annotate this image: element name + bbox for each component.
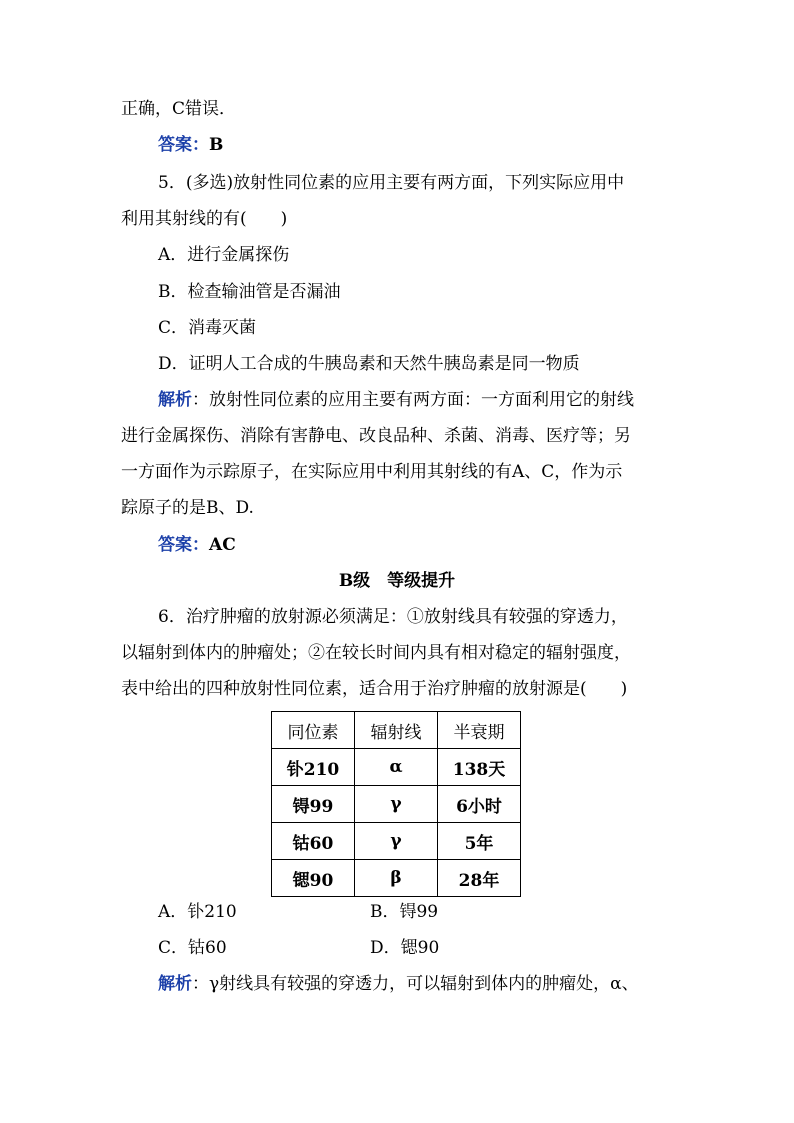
table-cell: α <box>355 749 438 786</box>
answer-value: B <box>209 135 224 155</box>
table-cell: 钋210 <box>272 749 355 786</box>
table-cell: 138天 <box>438 749 521 786</box>
q5-analysis-line1 <box>158 388 634 412</box>
q4-tail-text: 正确，C错误． <box>121 99 237 119</box>
q5-option-d: D．证明人工合成的牛胰岛素和天然牛胰岛素是同一物质 <box>158 354 580 374</box>
q5-option-a: A．进行金属探伤 <box>158 245 290 265</box>
q5-option-b: B．检查输油管是否漏油 <box>158 282 341 302</box>
isotope-table <box>271 711 521 897</box>
q6-option-b: B．锝99 <box>370 902 439 922</box>
table-cell: 锶90 <box>272 860 355 897</box>
table-cell: γ <box>355 786 438 823</box>
q6-stem-line3: 表中给出的四种放射性同位素，适合用于治疗肿瘤的放射源是( ) <box>121 679 628 699</box>
q6-analysis-line1 <box>158 972 639 996</box>
q6-option-a: A．钋210 <box>158 902 237 922</box>
q5-stem-line1: 5．(多选)放射性同位素的应用主要有两方面，下列实际应用中 <box>158 173 625 193</box>
q5-analysis-line4: 踪原子的是B、D. <box>121 498 254 518</box>
q6-stem-line1: 6．治疗肿瘤的放射源必须满足：①放射线具有较强的穿透力， <box>158 607 628 627</box>
section-title: B级 等级提升 <box>338 571 456 591</box>
q6-option-d: D．锶90 <box>370 938 440 958</box>
analysis-label: 解析 <box>158 390 192 410</box>
table-row <box>272 786 521 823</box>
q5-option-c: C．消毒灭菌 <box>158 318 257 338</box>
table-row <box>272 823 521 860</box>
table-cell: β <box>355 860 438 897</box>
analysis-text: ：放射性同位素的应用主要有两方面：一方面利用它的射线 <box>192 390 634 410</box>
table-cell: 28年 <box>438 860 521 897</box>
answer-label: 答案： <box>158 135 209 155</box>
table-cell: 钴60 <box>272 823 355 860</box>
analysis-label: 解析 <box>158 974 192 994</box>
table-header-cell: 同位素 <box>272 712 355 749</box>
q5-answer <box>158 533 236 557</box>
q6-option-c: C．钴60 <box>158 938 227 958</box>
q5-analysis-line2: 进行金属探伤、消除有害静电、改良品种、杀菌、消毒、医疗等；另 <box>121 426 631 446</box>
table-cell: γ <box>355 823 438 860</box>
table-cell: 6小时 <box>438 786 521 823</box>
q4-answer <box>158 133 223 157</box>
table-cell: 锝99 <box>272 786 355 823</box>
q6-stem-line2: 以辐射到体内的肿瘤处；②在较长时间内具有相对稳定的辐射强度， <box>121 643 631 663</box>
table-header-cell: 半衰期 <box>438 712 521 749</box>
table-header-cell: 辐射线 <box>355 712 438 749</box>
table-header-row <box>272 712 521 749</box>
answer-label: 答案： <box>158 535 209 555</box>
q5-stem-line2: 利用其射线的有( ) <box>121 209 288 229</box>
answer-value: AC <box>209 535 236 555</box>
analysis-text: ：γ射线具有较强的穿透力，可以辐射到体内的肿瘤处，α、 <box>192 974 639 994</box>
table-row <box>272 749 521 786</box>
q5-analysis-line3: 一方面作为示踪原子，在实际应用中利用其射线的有A、C，作为示 <box>121 462 623 482</box>
table-cell: 5年 <box>438 823 521 860</box>
table-row <box>272 860 521 897</box>
